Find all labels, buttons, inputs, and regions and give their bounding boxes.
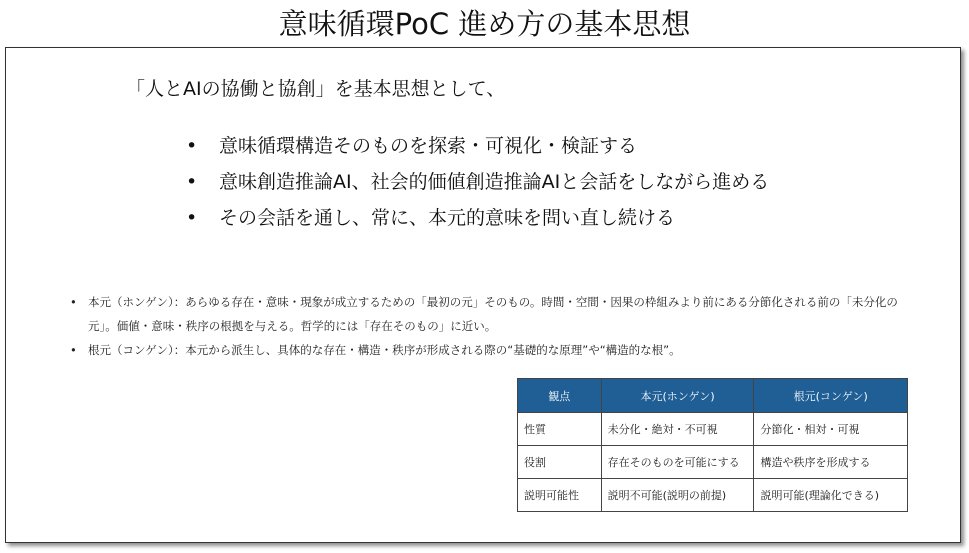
intro-text: 「人とAIの協働と協創」を基本思想として、 bbox=[126, 78, 506, 100]
table-cell: 未分化・絶対・不可視 bbox=[601, 413, 754, 446]
principle-text: 意味循環構造そのものを探索・可視化・検証する bbox=[219, 135, 638, 157]
note-item bbox=[66, 338, 921, 362]
note-text: 根元（コンゲン）：本元から派生し、具体的な存在・構造・秩序が形成される際の“基礎的な原理”や“構造的な根”。 bbox=[88, 343, 681, 357]
principle-list bbox=[182, 128, 769, 236]
table-cell: 存在そのものを可能にする bbox=[601, 446, 754, 479]
bullet-dot-icon: • bbox=[186, 207, 198, 229]
table-row bbox=[518, 479, 908, 512]
bullet-dot-icon: • bbox=[70, 343, 77, 357]
bullet-dot-icon: • bbox=[70, 295, 77, 309]
note-text: 本元（ホンゲン）：あらゆる存在・意味・現象が成立するための「最初の元」そのもの。時間・空間・因果の枠組みより前にある分節化される前の「未分化の元」。価値・意味・秩序の根拠を与える。哲学的には「存在そのもの」に近い。 bbox=[88, 295, 898, 333]
table-row bbox=[518, 446, 908, 479]
bullet-dot-icon: • bbox=[186, 135, 198, 157]
definition-notes bbox=[66, 290, 921, 362]
table-row bbox=[518, 413, 908, 446]
comparison-table bbox=[517, 378, 908, 512]
table-header-row bbox=[518, 379, 908, 413]
column-header: 根元(コンゲン) bbox=[754, 379, 908, 413]
page-title: 意味循環PoC 進め方の基本思想 bbox=[278, 7, 691, 41]
table-cell: 構造や秩序を形成する bbox=[754, 446, 908, 479]
table-cell: 役割 bbox=[518, 446, 602, 479]
note-item bbox=[66, 290, 921, 338]
table-cell: 説明可能性 bbox=[518, 479, 602, 512]
content-panel bbox=[5, 47, 961, 543]
table-cell: 性質 bbox=[518, 413, 602, 446]
principle-item bbox=[182, 200, 769, 236]
bullet-dot-icon: • bbox=[186, 171, 198, 193]
column-header: 本元(ホンゲン) bbox=[601, 379, 754, 413]
table-cell: 説明可能(理論化できる) bbox=[754, 479, 908, 512]
table-cell: 説明不可能(説明の前提) bbox=[601, 479, 754, 512]
table-cell: 分節化・相対・可視 bbox=[754, 413, 908, 446]
column-header: 観点 bbox=[518, 379, 602, 413]
principle-text: その会話を通し、常に、本元的意味を問い直し続ける bbox=[219, 207, 676, 229]
principle-text: 意味創造推論AI、社会的価値創造推論AIと会話をしながら進める bbox=[219, 171, 770, 193]
principle-item bbox=[182, 164, 769, 200]
principle-item bbox=[182, 128, 769, 164]
